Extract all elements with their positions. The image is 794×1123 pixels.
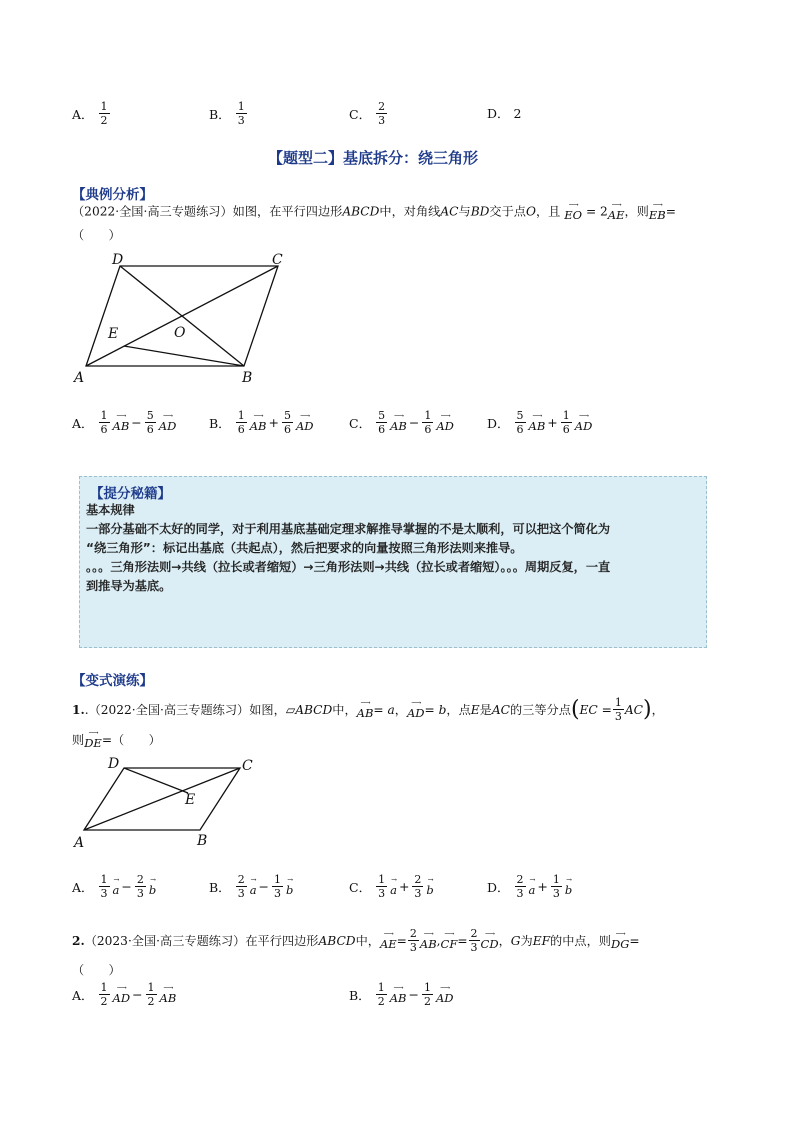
fraction bbox=[99, 874, 110, 899]
variant-q2-text bbox=[72, 928, 752, 953]
vector-arrow-icon: → bbox=[427, 875, 433, 884]
denominator: 2 bbox=[147, 995, 155, 1008]
question-number: 2. bbox=[72, 933, 85, 948]
vector bbox=[159, 413, 177, 433]
vector bbox=[113, 413, 130, 433]
vector-name: a bbox=[528, 882, 536, 897]
denominator: 3 bbox=[516, 887, 524, 900]
label-d: D bbox=[108, 756, 120, 772]
question-text: ，则 bbox=[624, 204, 649, 219]
tips-line: 。。。三角形法则→共线（拉长或者缩短）→三角形法则→共线（拉长或者缩短）。。。周期反复，一直 bbox=[86, 560, 611, 574]
fraction bbox=[551, 874, 562, 899]
vector-arrow-icon: ⟶ bbox=[383, 929, 393, 938]
vector bbox=[529, 413, 546, 433]
fraction bbox=[469, 928, 480, 953]
vector-name: AD bbox=[295, 418, 314, 433]
option-expression bbox=[375, 874, 434, 899]
option-expression bbox=[375, 410, 454, 435]
diagonal-ac bbox=[84, 768, 240, 830]
question-text: （2023·全国·高三专题练习）在平行四边形 bbox=[84, 933, 319, 948]
denominator: 3 bbox=[614, 710, 622, 723]
label-a: A bbox=[74, 835, 85, 850]
vector-name: DE bbox=[84, 736, 102, 750]
question-text: 交于点 bbox=[489, 204, 526, 219]
vector-arrow-icon: ⟶ bbox=[393, 983, 403, 992]
fraction bbox=[135, 874, 146, 899]
label-a: A bbox=[74, 370, 85, 386]
label-c: C bbox=[242, 758, 253, 774]
vector-arrow-icon: ⟶ bbox=[163, 983, 173, 992]
vector-arrow-icon: → bbox=[391, 875, 396, 884]
vector-arrow-icon: → bbox=[287, 875, 293, 884]
question-text: ， bbox=[394, 702, 407, 717]
math-op: + bbox=[547, 415, 558, 430]
variant-q1-text bbox=[72, 697, 742, 722]
fraction bbox=[145, 410, 156, 435]
numerator: 1 bbox=[237, 100, 245, 113]
vector-name: AB bbox=[389, 990, 407, 1005]
numerator: 2 bbox=[409, 927, 417, 940]
option-letter: D． bbox=[487, 879, 510, 895]
vector-arrow-icon: ⟶ bbox=[652, 201, 662, 209]
tips-content bbox=[86, 501, 702, 596]
math-var: ABCD bbox=[295, 702, 333, 717]
math-op: + bbox=[268, 415, 279, 430]
vector-name: AD bbox=[406, 705, 425, 720]
vector bbox=[286, 877, 293, 897]
vector bbox=[160, 985, 177, 1005]
vector-arrow-icon: ⟶ bbox=[423, 929, 433, 938]
vector-name: a bbox=[390, 882, 397, 897]
option-letter: C． bbox=[349, 106, 372, 122]
vector-arrow-icon: ⟶ bbox=[393, 411, 403, 420]
vector bbox=[420, 931, 437, 951]
fraction bbox=[376, 410, 387, 435]
question-text: .（2022·全国·高三专题练习）如图， bbox=[84, 702, 286, 717]
vector bbox=[390, 413, 407, 433]
numerator: 2 bbox=[516, 873, 524, 886]
vector-name: b bbox=[426, 882, 434, 897]
vector-arrow-icon: → bbox=[529, 875, 535, 884]
vector-name: a bbox=[112, 882, 120, 897]
vector-arrow-icon: ⟶ bbox=[253, 411, 263, 420]
option-expression bbox=[375, 982, 454, 1007]
math-var: E bbox=[470, 702, 480, 717]
vector bbox=[250, 877, 257, 897]
tips-heading: 【提分秘籍】 bbox=[90, 486, 171, 502]
math-var: AC bbox=[491, 702, 510, 717]
q1-option-a[interactable] bbox=[72, 874, 156, 899]
denominator: 3 bbox=[470, 941, 478, 954]
example-option-b[interactable] bbox=[209, 410, 313, 435]
top-option-c[interactable] bbox=[349, 101, 388, 126]
option-expression bbox=[514, 410, 593, 435]
vector-name: CD bbox=[480, 936, 499, 951]
numerator: 1 bbox=[552, 873, 560, 886]
fraction bbox=[99, 101, 110, 126]
q1-option-b[interactable] bbox=[209, 874, 293, 899]
question-text: ， bbox=[651, 702, 664, 717]
vector bbox=[436, 985, 454, 1005]
vector-arrow-icon: ⟶ bbox=[88, 729, 98, 737]
math-op: − bbox=[121, 879, 132, 894]
vector bbox=[575, 413, 593, 433]
math-op: = bbox=[396, 933, 407, 948]
denominator: 6 bbox=[146, 423, 154, 436]
numerator: 2 bbox=[136, 873, 144, 886]
option-letter: C． bbox=[349, 879, 372, 895]
vector-arrow-icon: ⟶ bbox=[440, 411, 450, 420]
numerator: 1 bbox=[100, 409, 108, 422]
numerator: 1 bbox=[147, 981, 155, 994]
denominator: 3 bbox=[237, 114, 245, 127]
vector-name: b bbox=[286, 882, 294, 897]
math-op: − bbox=[258, 879, 270, 894]
vector-arrow-icon: ⟶ bbox=[300, 411, 310, 420]
option-letter: B． bbox=[349, 987, 371, 1003]
vector bbox=[113, 877, 120, 897]
right-paren-icon: ) bbox=[642, 696, 652, 722]
fraction bbox=[376, 874, 387, 899]
top-option-b[interactable] bbox=[209, 101, 248, 126]
numerator: 5 bbox=[146, 409, 154, 422]
option-letter: B． bbox=[209, 415, 231, 431]
option-letter: A． bbox=[72, 106, 94, 122]
fraction bbox=[613, 697, 624, 722]
math-expr: = b bbox=[424, 702, 447, 717]
variant-heading: 【变式演练】 bbox=[72, 673, 153, 689]
question-text: ，且 bbox=[535, 204, 561, 219]
label-c: C bbox=[272, 252, 283, 268]
denominator: 2 bbox=[100, 114, 108, 127]
q1-option-d[interactable] bbox=[487, 874, 572, 899]
segment-eb bbox=[124, 346, 244, 366]
fraction bbox=[236, 874, 247, 899]
math-expr: EC = bbox=[579, 702, 612, 717]
math-op: − bbox=[132, 987, 143, 1002]
numerator: 1 bbox=[100, 873, 108, 886]
vector-arrow-icon: ⟶ bbox=[615, 929, 625, 938]
fraction bbox=[376, 101, 387, 126]
label-d: D bbox=[112, 252, 124, 268]
fraction bbox=[408, 928, 419, 953]
question-text: 则 bbox=[72, 732, 85, 747]
vector bbox=[611, 931, 629, 951]
option-letter: B． bbox=[209, 879, 231, 895]
vector-arrow-icon: ⟶ bbox=[579, 411, 589, 420]
vector bbox=[390, 985, 407, 1005]
fraction bbox=[236, 101, 247, 126]
denominator: 2 bbox=[377, 995, 385, 1008]
denominator: 3 bbox=[237, 887, 245, 900]
vector-name: AD bbox=[112, 990, 131, 1005]
parallelogram-figure bbox=[72, 248, 312, 386]
vector-arrow-icon: → bbox=[250, 875, 256, 884]
numerator: 1 bbox=[100, 981, 108, 994]
vector bbox=[250, 413, 267, 433]
fraction bbox=[99, 410, 110, 435]
math-var: BD bbox=[470, 204, 490, 219]
vector bbox=[113, 985, 131, 1005]
label-b: B bbox=[197, 833, 208, 849]
vector-arrow-icon: ⟶ bbox=[116, 983, 126, 992]
option-letter: A． bbox=[72, 415, 94, 431]
tips-line: “绕三角形”：标记出基底（共起点），然后把要求的向量按照三角形法则来推导。 bbox=[86, 541, 523, 555]
denominator: 3 bbox=[409, 941, 417, 954]
vector-arrow-icon: ⟶ bbox=[360, 698, 370, 707]
math-op: = bbox=[457, 933, 468, 948]
vector-name: AE bbox=[379, 936, 397, 951]
numerator: 1 bbox=[100, 100, 108, 113]
fraction bbox=[236, 410, 247, 435]
variant-q1-ask bbox=[72, 730, 161, 750]
option-letter: D． bbox=[487, 415, 510, 431]
vector bbox=[565, 877, 572, 897]
question-text: （2022·全国·高三专题练习）如图，在平行四边形 bbox=[72, 204, 343, 219]
vector-name: AB bbox=[419, 936, 437, 951]
vector bbox=[390, 877, 397, 897]
vector-arrow-icon: → bbox=[113, 875, 119, 884]
example-option-c[interactable] bbox=[349, 410, 454, 435]
denominator: 3 bbox=[136, 887, 144, 900]
option-letter: A． bbox=[72, 879, 94, 895]
tips-line: 到推导为基底。 bbox=[86, 579, 172, 593]
numerator: 5 bbox=[283, 409, 291, 422]
question-text: 与 bbox=[458, 204, 471, 219]
option-expression bbox=[235, 874, 294, 899]
fraction bbox=[99, 982, 110, 1007]
vector bbox=[441, 931, 458, 951]
math-var: AC bbox=[440, 204, 459, 219]
vector-name: AD bbox=[436, 418, 454, 433]
numerator: 1 bbox=[614, 696, 622, 709]
vector bbox=[84, 730, 102, 750]
numerator: 5 bbox=[516, 409, 524, 422]
vector-name: AB bbox=[390, 418, 407, 433]
question-text: 中，对角线 bbox=[379, 204, 441, 219]
top-option-d[interactable] bbox=[487, 104, 521, 122]
example-question bbox=[72, 202, 732, 222]
math-var: O bbox=[525, 204, 536, 219]
numerator: 1 bbox=[378, 873, 386, 886]
vector bbox=[149, 877, 156, 897]
parallelogram-symbol-icon: ▱ bbox=[285, 702, 296, 717]
option-expression bbox=[514, 874, 573, 899]
q2-option-b[interactable] bbox=[349, 982, 453, 1007]
label-e: E bbox=[185, 792, 196, 808]
vector bbox=[407, 700, 425, 720]
example-option-d[interactable] bbox=[487, 410, 592, 435]
denominator: 3 bbox=[100, 887, 108, 900]
numerator: 2 bbox=[470, 927, 478, 940]
vector-arrow-icon: ⟶ bbox=[444, 929, 454, 938]
q1-parallelogram-figure bbox=[70, 754, 270, 850]
option-letter: C． bbox=[349, 415, 372, 431]
question-text: 是 bbox=[479, 702, 492, 717]
vector-name: a bbox=[249, 882, 257, 897]
answer-paren: （ ） bbox=[112, 732, 161, 747]
denominator: 3 bbox=[274, 887, 282, 900]
math-var: ABCD bbox=[318, 933, 356, 948]
numerator: 1 bbox=[237, 409, 245, 422]
math-op: − bbox=[131, 415, 142, 430]
answer-paren: （ ） bbox=[72, 228, 121, 242]
vector-arrow-icon: ⟶ bbox=[568, 201, 578, 209]
fraction bbox=[515, 410, 526, 435]
math-expr: = a bbox=[373, 702, 395, 717]
vector-name: AB bbox=[356, 705, 374, 720]
option-value: 2 bbox=[513, 105, 522, 121]
tips-line: 一部分基础不太好的同学，对于利用基底基础定理求解推导掌握的不是太顺利，可以把这个简化为 bbox=[86, 522, 611, 536]
math-op: + bbox=[537, 879, 548, 894]
numerator: 1 bbox=[274, 873, 282, 886]
option-expression bbox=[98, 874, 157, 899]
example-option-a[interactable] bbox=[72, 410, 176, 435]
tips-line: 基本规律 bbox=[86, 503, 135, 517]
denominator: 3 bbox=[378, 887, 386, 900]
fraction bbox=[376, 982, 387, 1007]
denominator: 6 bbox=[562, 423, 570, 436]
denominator: 6 bbox=[516, 423, 524, 436]
denominator: 3 bbox=[552, 887, 560, 900]
vector-arrow-icon: ⟶ bbox=[532, 411, 542, 420]
vector bbox=[564, 202, 582, 222]
vector bbox=[380, 931, 397, 951]
fraction bbox=[422, 410, 433, 435]
math-var: EF bbox=[532, 933, 551, 948]
vector-name: AB bbox=[249, 418, 267, 433]
question-text: 的三等分点 bbox=[510, 702, 571, 717]
vector-arrow-icon: ⟶ bbox=[411, 698, 421, 707]
fraction bbox=[515, 874, 526, 899]
numerator: 2 bbox=[378, 100, 386, 113]
denominator: 6 bbox=[283, 423, 291, 436]
vector bbox=[296, 413, 314, 433]
vector-name: b bbox=[148, 882, 157, 897]
fraction bbox=[561, 410, 572, 435]
answer-paren: （ ） bbox=[72, 963, 121, 977]
math-op: − bbox=[408, 987, 419, 1002]
question-text: ，点 bbox=[446, 702, 471, 717]
vector-name: CF bbox=[440, 936, 458, 951]
option-expression bbox=[98, 982, 177, 1007]
math-var: ABCD bbox=[342, 204, 380, 219]
segment-de bbox=[124, 768, 188, 793]
question-text: ， bbox=[498, 933, 511, 948]
vector bbox=[649, 202, 666, 222]
vector-arrow-icon: → bbox=[150, 875, 155, 884]
q2-option-a[interactable] bbox=[72, 982, 176, 1007]
fraction bbox=[412, 874, 423, 899]
vector-name: EB bbox=[648, 208, 666, 222]
math-op: − bbox=[408, 415, 420, 430]
numerator: 1 bbox=[562, 409, 570, 422]
left-paren-icon: ( bbox=[570, 696, 580, 722]
label-e: E bbox=[108, 326, 119, 342]
vector-name: AD bbox=[435, 990, 454, 1005]
vector bbox=[481, 931, 499, 951]
math-op: = bbox=[665, 204, 676, 219]
option-expression bbox=[235, 410, 314, 435]
vector-arrow-icon: ⟶ bbox=[485, 929, 495, 938]
vector-name: AE bbox=[607, 208, 625, 222]
denominator: 6 bbox=[378, 423, 386, 436]
numerator: 2 bbox=[414, 873, 422, 886]
fraction bbox=[282, 410, 293, 435]
vector bbox=[529, 877, 536, 897]
denominator: 6 bbox=[237, 423, 245, 436]
math-var: G bbox=[510, 933, 521, 948]
math-op: , bbox=[436, 933, 441, 948]
vector-name: AD bbox=[574, 418, 593, 433]
vector-name: b bbox=[564, 882, 573, 897]
vector-arrow-icon: ⟶ bbox=[163, 411, 173, 420]
vector-name: AB bbox=[159, 990, 177, 1005]
denominator: 3 bbox=[378, 114, 386, 127]
question-text: 为 bbox=[520, 933, 533, 948]
label-o: O bbox=[174, 325, 186, 341]
question-text: 中， bbox=[332, 702, 357, 717]
math-op: + bbox=[398, 879, 410, 894]
question-number: 1. bbox=[72, 702, 85, 717]
top-option-a[interactable] bbox=[72, 101, 111, 126]
question-text: 的中点，则 bbox=[550, 933, 611, 948]
example-heading: 【典例分析】 bbox=[72, 187, 153, 203]
vector bbox=[608, 202, 625, 222]
vector bbox=[436, 413, 454, 433]
math-var: AC bbox=[624, 702, 643, 717]
label-b: B bbox=[242, 370, 253, 386]
vector-name: AB bbox=[112, 418, 130, 433]
vector-name: AD bbox=[158, 418, 177, 433]
vector-arrow-icon: ⟶ bbox=[440, 983, 450, 992]
vector-arrow-icon: ⟶ bbox=[116, 411, 126, 420]
denominator: 2 bbox=[423, 995, 431, 1008]
vector bbox=[426, 877, 433, 897]
q1-option-c[interactable] bbox=[349, 874, 434, 899]
fraction bbox=[272, 874, 283, 899]
vector-name: DG bbox=[610, 936, 630, 951]
numerator: 1 bbox=[423, 981, 431, 994]
option-letter: A． bbox=[72, 987, 94, 1003]
denominator: 6 bbox=[100, 423, 108, 436]
diagonal-bd bbox=[120, 266, 244, 366]
vector-name: EO bbox=[564, 208, 583, 222]
fraction bbox=[146, 982, 157, 1007]
vector-name: AB bbox=[528, 418, 546, 433]
numerator: 5 bbox=[378, 409, 386, 422]
numerator: 1 bbox=[377, 981, 385, 994]
denominator: 3 bbox=[414, 887, 422, 900]
fraction bbox=[422, 982, 433, 1007]
question-text: 中， bbox=[355, 933, 380, 948]
option-expression bbox=[98, 410, 177, 435]
math-op: = 2 bbox=[585, 204, 608, 219]
numerator: 2 bbox=[237, 873, 245, 886]
vector-arrow-icon: → bbox=[566, 875, 571, 884]
option-letter: B． bbox=[209, 106, 231, 122]
option-letter: D． bbox=[487, 106, 510, 121]
vector bbox=[357, 700, 374, 720]
denominator: 6 bbox=[424, 423, 432, 436]
math-op: = bbox=[629, 933, 640, 948]
math-op: = bbox=[101, 732, 113, 747]
numerator: 1 bbox=[424, 409, 432, 422]
vector-arrow-icon: ⟶ bbox=[611, 201, 621, 209]
denominator: 2 bbox=[100, 995, 108, 1008]
section-title: 【题型二】基底拆分：绕三角形 bbox=[268, 149, 479, 167]
